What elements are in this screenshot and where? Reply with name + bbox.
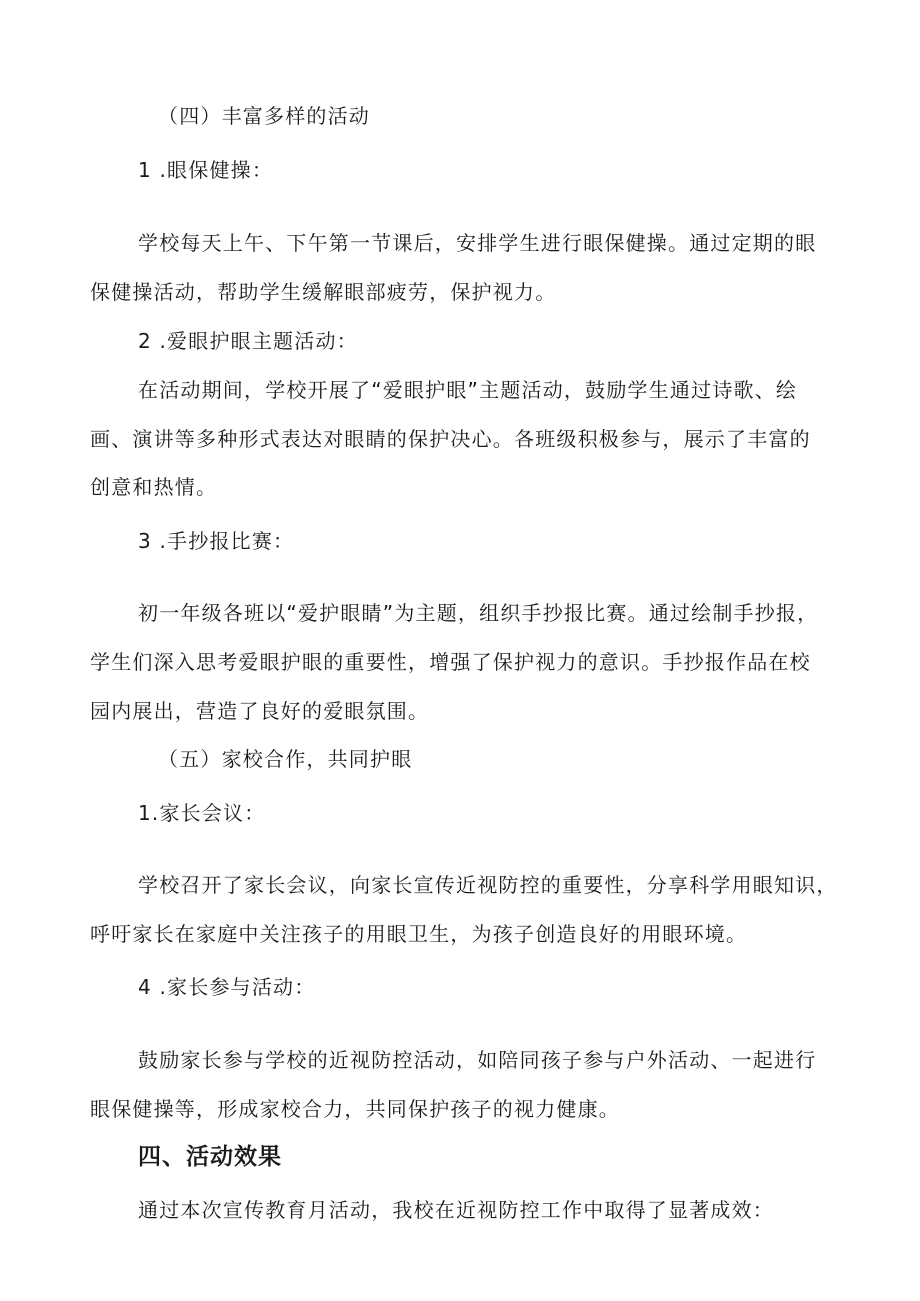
item-eye-exercise-title: 1 .眼保健操：: [138, 158, 274, 182]
paragraph-line: 在活动期间，学校开展了“爱眼护眼”主题活动，鼓励学生通过诗歌、绘: [138, 378, 798, 402]
paragraph-line: 画、演讲等多种形式表达对眼睛的保护决心。各班级积极参与，展示了丰富的: [90, 427, 811, 451]
paragraph-line: 学生们深入思考爱眼护眼的重要性，增强了保护视力的意识。手抄报作品在校: [90, 650, 811, 674]
subsection-title-four: （四）丰富多样的活动: [158, 104, 370, 128]
item-parent-activity-title: 4 .家长参与活动：: [138, 975, 316, 999]
paragraph-line: 通过本次宣传教育月活动，我校在近视防控工作中取得了显著成效：: [138, 1198, 774, 1222]
paragraph-line: 创意和热情。: [90, 475, 218, 499]
paragraph-line: 鼓励家长参与学校的近视防控活动，如陪同孩子参与户外活动、一起进行: [138, 1048, 817, 1072]
paragraph-line: 学校每天上午、下午第一节课后，安排学生进行眼保健操。通过定期的眼: [138, 231, 817, 255]
item-poster-contest-title: 3 .手抄报比赛：: [138, 529, 295, 553]
paragraph-line: 初一年级各班以“爱护眼睛”为主题，组织手抄报比赛。通过绘制手抄报，: [138, 601, 819, 625]
paragraph-line: 保健操活动，帮助学生缓解眼部疲劳，保护视力。: [90, 280, 557, 304]
paragraph-line: 呼吁家长在家庭中关注孩子的用眼卫生，为孩子创造良好的用眼环境。: [90, 922, 748, 946]
section-heading-results: 四、活动效果: [138, 1144, 282, 1170]
item-eye-theme-title: 2 .爱眼护眼主题活动：: [138, 329, 358, 353]
paragraph-line: 学校召开了家长会议，向家长宣传近视防控的重要性，分享科学用眼知识，: [138, 873, 838, 897]
item-parent-meeting-title: 1.家长会议：: [138, 801, 266, 825]
subsection-title-five: （五）家校合作，共同护眼: [158, 747, 413, 771]
paragraph-line: 园内展出，营造了良好的爱眼氛围。: [90, 699, 430, 723]
paragraph-line: 眼保健操等，形成家校合力，共同保护孩子的视力健康。: [90, 1097, 620, 1121]
